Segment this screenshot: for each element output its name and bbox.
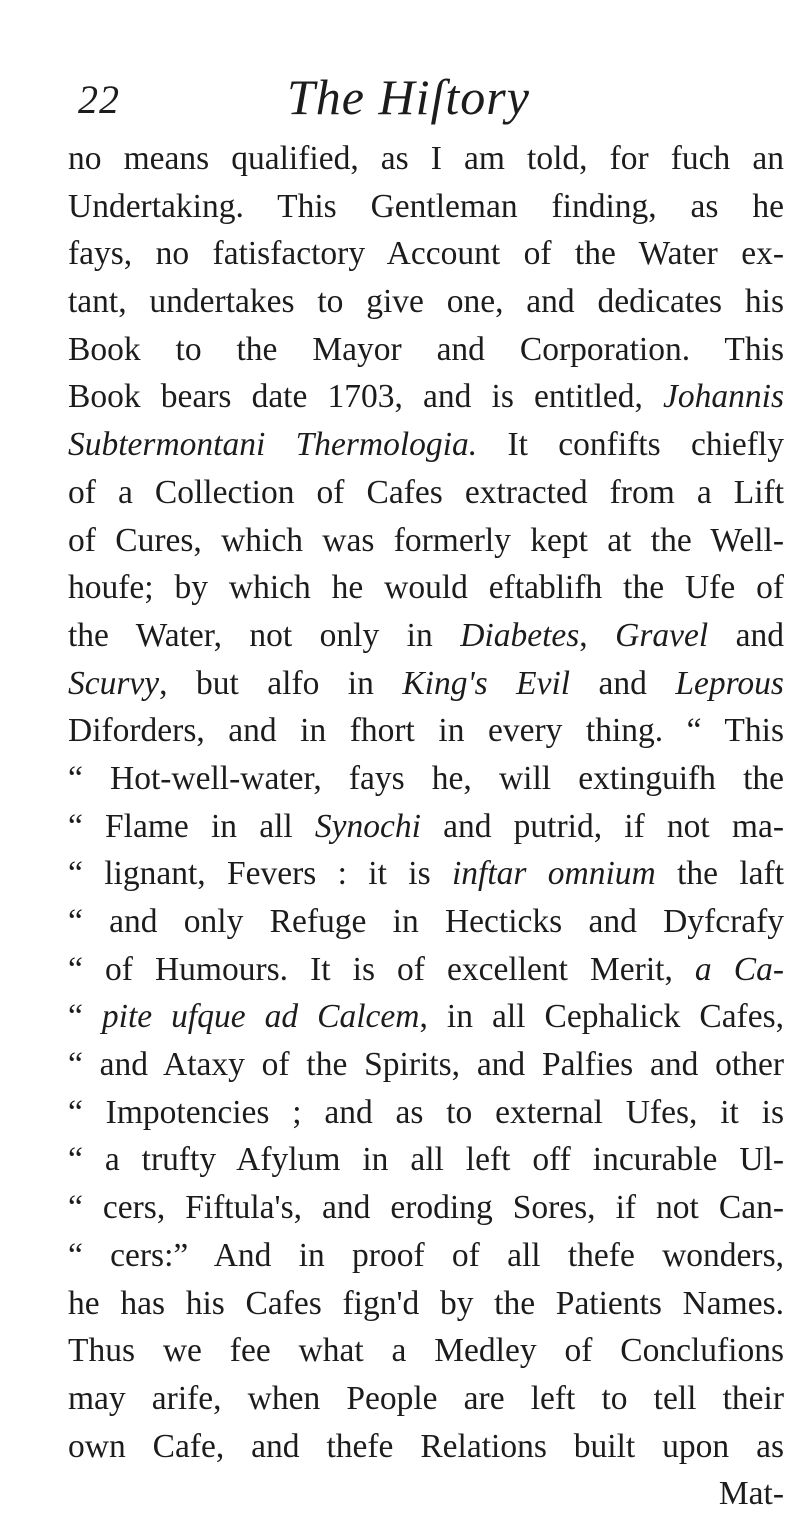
- text-line: [68, 1184, 784, 1232]
- text-span: “ and Ataxy of the Spirits, and Palfies and other: [68, 1046, 784, 1084]
- italic-text: Diabetes: [460, 616, 580, 654]
- text-span: Diforders, and in fhort in every thing. “ This: [68, 712, 784, 750]
- text-line: [68, 707, 784, 755]
- text-line: [68, 612, 784, 660]
- text-span: Book bears date 1703, and is entitled,: [68, 378, 664, 416]
- text-line: [68, 421, 784, 469]
- text-span: “ Flame in all: [68, 807, 315, 845]
- text-span: “ of Humours. It is of excellent Merit,: [68, 950, 695, 988]
- italic-text: Leprous: [675, 664, 784, 702]
- text-line: [68, 373, 784, 421]
- text-span: may arife, when People are left to tell their: [68, 1379, 784, 1417]
- italic-text: a Ca-: [694, 950, 784, 988]
- page-header: [78, 68, 778, 128]
- text-span: , but alfo in: [159, 664, 403, 702]
- text-span: “ cers, Fiftula's, and eroding Sores, if not Can-: [68, 1189, 784, 1227]
- text-line: [68, 278, 784, 326]
- italic-text: Johannis: [663, 378, 784, 416]
- text-span: , in all Cephalick Cafes,: [419, 998, 784, 1036]
- text-line: [68, 803, 784, 851]
- text-line: [68, 660, 784, 708]
- italic-text: pite ufque ad Calcem: [101, 998, 420, 1036]
- text-line: [68, 1327, 784, 1375]
- text-span: tant, undertakes to give one, and dedicates his: [68, 283, 784, 321]
- text-line: [68, 469, 784, 517]
- text-line: [68, 850, 784, 898]
- italic-text: Subtermontani Thermologia.: [68, 426, 478, 464]
- text-line: [68, 230, 784, 278]
- text-span: and putrid, if not ma-: [420, 807, 784, 845]
- italic-text: inftar omnium: [451, 855, 656, 893]
- text-span: “ Hot-well-water, fays he, will extinguifh the: [68, 759, 784, 797]
- text-span: ,: [579, 616, 616, 654]
- italic-text: Synochi: [314, 807, 421, 845]
- text-line: [68, 993, 784, 1041]
- text-span: “: [68, 998, 102, 1036]
- text-line: [68, 1089, 784, 1137]
- text-line: [68, 946, 784, 994]
- text-span: Mat-: [718, 1475, 784, 1513]
- text-span: own Cafe, and thefe Relations built upon as: [68, 1427, 784, 1465]
- italic-text: Scurvy: [68, 664, 160, 702]
- text-span: the laft: [655, 855, 784, 893]
- text-span: and: [708, 616, 784, 654]
- text-span: “ a trufty Afylum in all left off incurable Ul-: [68, 1141, 784, 1179]
- text-span: no means qualified, as I am told, for fuch an: [68, 140, 784, 177]
- text-line: [68, 135, 784, 183]
- page-number: 22: [78, 77, 120, 122]
- text-line: [68, 1232, 784, 1280]
- text-span: of Cures, which was formerly kept at the Well-: [68, 521, 784, 559]
- italic-text: Gravel: [615, 616, 709, 654]
- text-span: “ Impotencies ; and as to external Ufes, it is: [68, 1093, 784, 1131]
- text-span: Book to the Mayor and Corporation. This: [68, 330, 784, 368]
- text-line: [68, 1423, 784, 1471]
- text-line: [68, 1041, 784, 1089]
- text-line: [68, 1136, 784, 1184]
- text-span: he has his Cafes fign'd by the Patients Names.: [68, 1284, 784, 1322]
- text-line: [68, 1280, 784, 1328]
- italic-text: King's Evil: [402, 664, 571, 702]
- running-head: The Hiſtory: [287, 69, 530, 125]
- text-line: [68, 898, 784, 946]
- text-span: It confifts chiefly: [477, 426, 784, 464]
- text-line: [68, 564, 784, 612]
- text-span: of a Collection of Cafes extracted from a Lift: [68, 473, 784, 511]
- text-line: [68, 755, 784, 803]
- body-text: [68, 135, 784, 1518]
- text-line: [68, 1470, 784, 1518]
- text-span: houfe; by which he would eftablifh the Ufe of: [68, 569, 784, 607]
- text-span: and: [570, 664, 676, 702]
- text-span: the Water, not only in: [68, 616, 461, 654]
- text-span: fays, no fatisfactory Account of the Water ex-: [68, 235, 784, 273]
- text-line: [68, 1375, 784, 1423]
- text-span: “ cers:” And in proof of all thefe wonders,: [68, 1236, 784, 1274]
- text-span: Thus we fee what a Medley of Conclufions: [68, 1332, 784, 1370]
- text-span: “ lignant, Fevers : it is: [68, 855, 452, 893]
- text-span: Undertaking. This Gentleman finding, as he: [68, 187, 784, 225]
- text-line: [68, 326, 784, 374]
- text-line: [68, 183, 784, 231]
- text-span: “ and only Refuge in Hecticks and Dyfcrafy: [68, 903, 784, 940]
- text-line: [68, 517, 784, 565]
